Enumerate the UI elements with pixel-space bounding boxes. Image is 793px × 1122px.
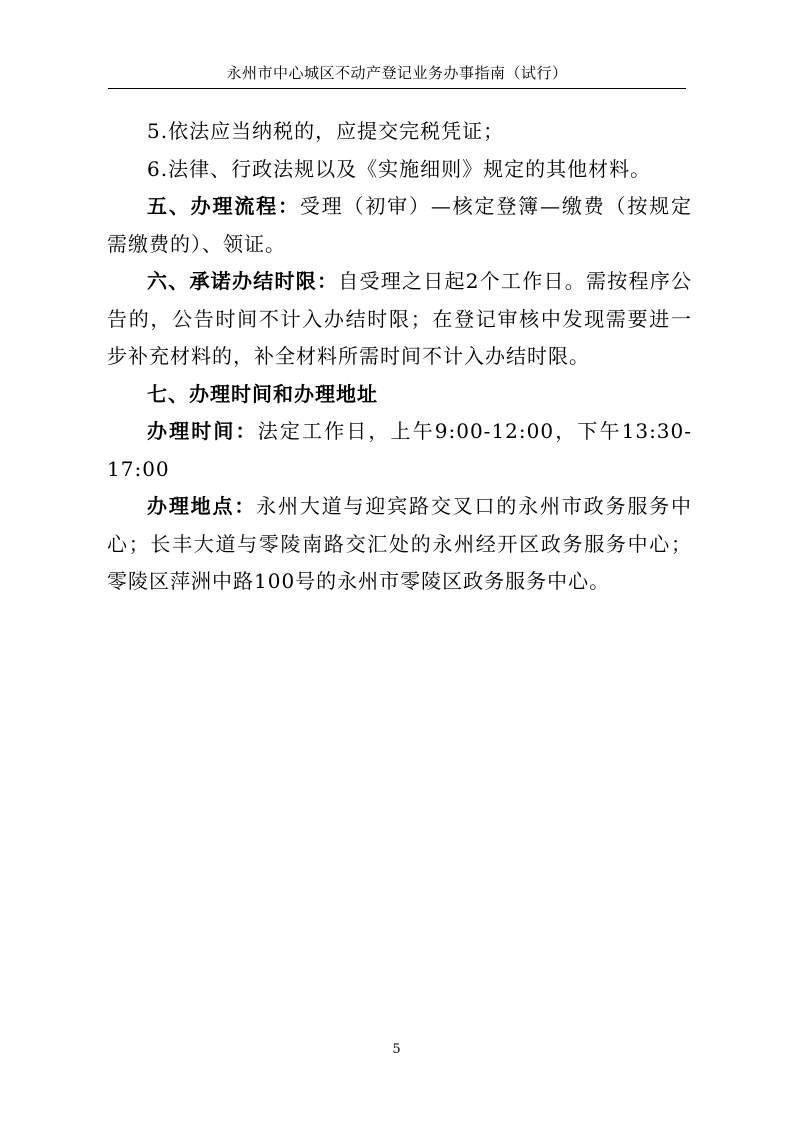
paragraph-text: 法定工作日，上午9:00-12:00，下午13:30-17:00 [107, 419, 693, 481]
paragraph-office-address [107, 488, 692, 601]
paragraph-process [107, 188, 692, 263]
paragraph-text: 永州大道与迎宾路交叉口的永州市政务服务中心；长丰大道与零陵南路交汇处的永州经开区政务服务中心；零陵区萍洲中路100号的永州市零陵区政务服务中心。 [107, 494, 693, 593]
paragraph-hours-address-heading [107, 376, 692, 414]
header-divider [108, 88, 686, 89]
paragraph-office-hours [107, 413, 692, 488]
paragraph-text: 自受理之日起2个工作日。需按程序公告的，公告时间不计入办结时限；在登记审核中发现需要进一步补充材料的，补全材料所需时间不计入办结时限。 [107, 269, 693, 368]
paragraph-item-5 [107, 113, 692, 151]
paragraph-text: 6.法律、行政法规以及《实施细则》规定的其他材料。 [147, 156, 652, 181]
field-label: 办理时间： [147, 419, 258, 443]
paragraph-time-limit [107, 263, 692, 376]
section-heading: 七、办理时间和办理地址 [147, 381, 378, 406]
page-number: 5 [392, 1042, 401, 1057]
section-heading: 六、承诺办结时限： [147, 269, 339, 293]
paragraph-text: 受理（初审）—核定登簿—缴费（按规定需缴费的）、领证。 [107, 194, 693, 256]
paragraph-item-6 [107, 151, 692, 189]
field-label: 办理地点： [147, 494, 257, 518]
paragraph-text: 5.依法应当纳税的，应提交完税凭证； [147, 119, 505, 143]
section-heading: 五、办理流程： [147, 194, 300, 218]
page-header: 永州市中心城区不动产登记业务办事指南（试行） [226, 64, 568, 82]
document-body [107, 113, 692, 601]
